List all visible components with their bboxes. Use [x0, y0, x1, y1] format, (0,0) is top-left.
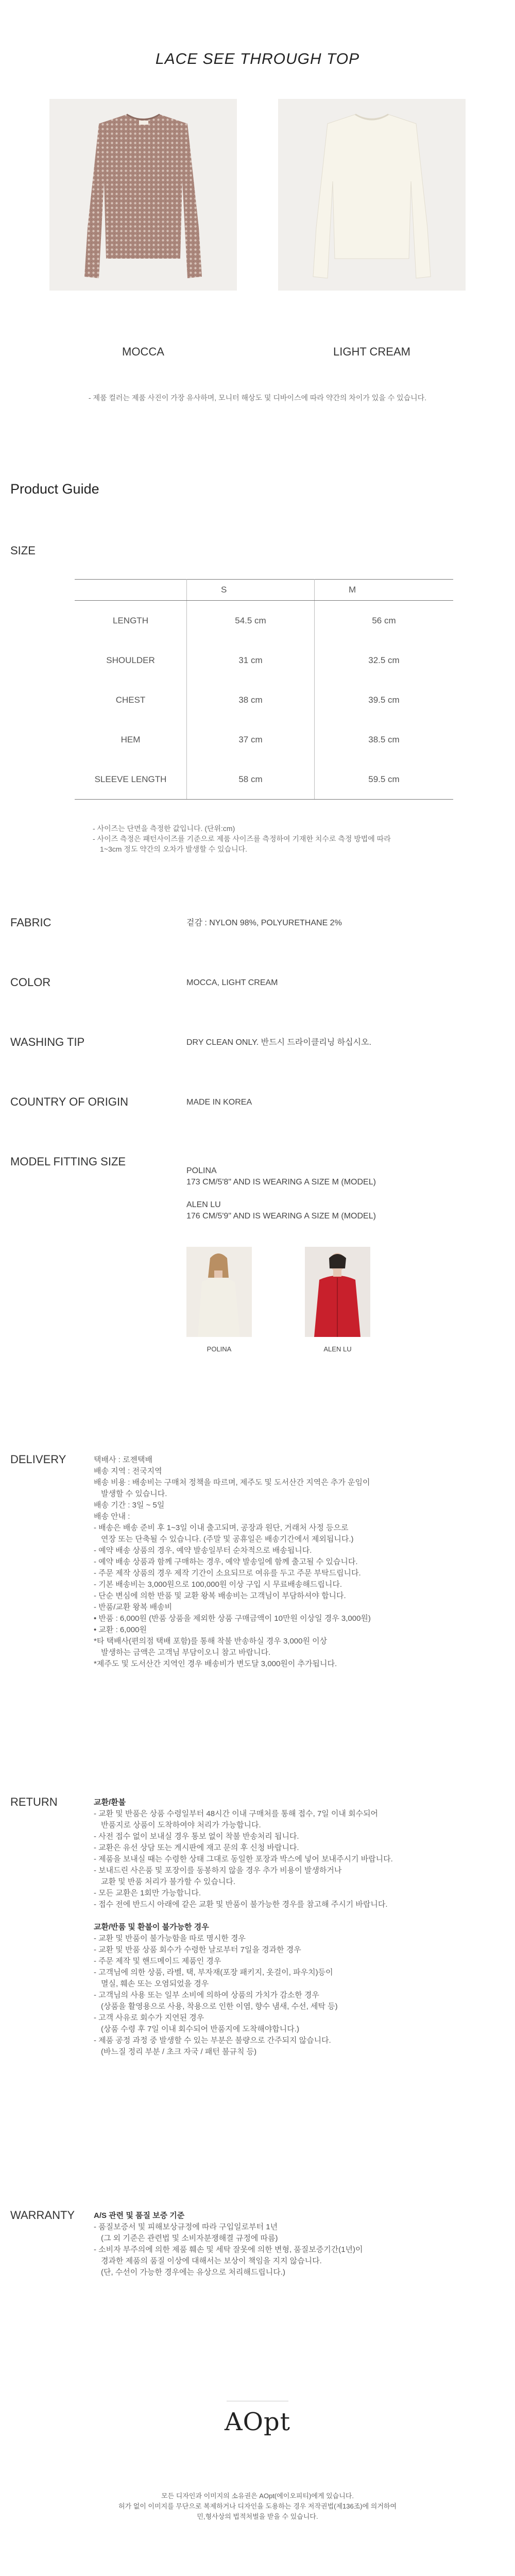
return-line: - 교환은 유선 상담 또는 게시판에 재고 문의 후 신청 바랍니다. — [94, 1843, 299, 1852]
return-line: - 교환 및 반품 상품 회수가 수령한 날로부터 7일을 경과한 경우 — [94, 1945, 301, 1954]
size-col-header: S — [187, 580, 315, 601]
measure-label: SLEEVE LENGTH — [75, 759, 187, 800]
warranty-line: 경과한 제품의 품질 이상에 대해서는 보상이 책임을 지지 않습니다. — [101, 2257, 322, 2265]
color-value: MOCCA, LIGHT CREAM — [186, 978, 278, 987]
fabric-value: 겉감 : NYLON 98%, POLYURETHANE 2% — [186, 919, 342, 927]
return-info — [94, 1797, 495, 2058]
warranty-line: (단, 수선이 가능한 경우에는 유상으로 처리해드립니다.) — [101, 2268, 285, 2277]
color-name-mocca: MOCCA — [122, 345, 164, 358]
color-name-lightcream: LIGHT CREAM — [333, 345, 410, 358]
measure-label: CHEST — [75, 680, 187, 720]
measure-m: 39.5 cm — [368, 694, 400, 705]
model-info-line: 176 CM/5'9" AND IS WEARING A SIZE M (MODEL) — [186, 1212, 376, 1221]
delivery-line: - 배송은 배송 준비 후 1~3일 이내 출고되며, 공장과 원단, 거래처 사정 등으로 — [94, 1523, 349, 1532]
warranty-line: A/S 관련 및 품질 보증 기준 — [94, 2211, 185, 2220]
model-photo-alen-lu — [305, 1247, 370, 1337]
size-note-line: 1~3cm 정도 약간의 오차가 발생할 수 있습니다. — [100, 845, 248, 853]
delivery-line: 배송 지역 : 전국지역 — [94, 1467, 162, 1476]
washing-value: DRY CLEAN ONLY. 반드시 드라이클리닝 하십시오. — [186, 1038, 371, 1047]
copyright-footer — [0, 2491, 515, 2522]
delivery-line: 발생하는 금액은 고객님 부담이오니 참고 바랍니다. — [101, 1648, 271, 1657]
return-line: 교환/반품 및 환불이 불가능한 경우 — [94, 1923, 209, 1931]
garment-lightcream-image — [278, 99, 466, 291]
model-info-line: 173 CM/5'8" AND IS WEARING A SIZE M (MODEL) — [186, 1178, 376, 1187]
measure-s: 54.5 cm — [187, 601, 315, 641]
delivery-line: - 주문 제작 상품의 경우 제작 기간이 소요되므로 여유를 두고 주문 부탁드립니다. — [94, 1569, 361, 1578]
measure-s: 31 cm — [187, 640, 315, 680]
model-name-alen-lu: ALEN LU — [323, 1345, 352, 1353]
table-row — [75, 601, 453, 641]
warranty-label: WARRANTY — [10, 2209, 75, 2222]
measure-s: 58 cm — [187, 759, 315, 800]
delivery-line: 배송 비용 : 배송비는 구매처 정책을 따르며, 제주도 및 도서산간 지역은 추가 운임이 — [94, 1478, 370, 1487]
warranty-line: (그 외 기준은 관련법 및 소비자분쟁해결 규정에 따름) — [101, 2234, 278, 2243]
return-line: - 보내드린 사은품 및 포장이를 동봉하지 않을 경우 추가 비용이 발생하거나 — [94, 1866, 342, 1875]
return-line: - 교환 및 반품이 불가능함을 따로 명시한 경우 — [94, 1934, 246, 1943]
model-alen-lu-image — [305, 1247, 370, 1337]
model-info-spacer — [186, 1188, 376, 1199]
footer-line: 허가 없이 이미지를 무단으로 복제하거나 디자인을 도용하는 경우 저작권법(제136조)에 의거하여 — [118, 2502, 397, 2510]
delivery-line: 배송 안내 : — [94, 1512, 130, 1521]
delivery-info — [94, 1454, 495, 1670]
measure-m: 56 cm — [372, 615, 396, 625]
return-line: - 교환 및 반품은 상품 수령일부터 48시간 이내 구매처를 통해 접수, 7일 이내 회수되어 — [94, 1809, 379, 1818]
return-label: RETURN — [10, 1795, 58, 1808]
delivery-line: 택배사 : 로젠택배 — [94, 1455, 152, 1464]
size-table — [75, 579, 453, 800]
return-spacer — [94, 1910, 495, 1922]
measure-label: LENGTH — [75, 601, 187, 641]
size-notes — [93, 823, 464, 854]
delivery-line: 배송 기간 : 3일 ~ 5일 — [94, 1501, 165, 1510]
product-photo-mocca — [49, 99, 237, 291]
warranty-line: - 소비자 부주의에 의한 제품 훼손 및 세탁 잘못에 의한 변형, 품질보증기간(1년)이 — [94, 2245, 363, 2254]
photo-color-note: - 제품 컬러는 제품 사진이 가장 유사하며, 모니터 해상도 및 디바이스에 따라 약간의 차이가 있을 수 있습니다. — [88, 394, 427, 402]
delivery-line: • 교환 : 6,000원 — [94, 1625, 147, 1634]
measure-label: HEM — [75, 720, 187, 759]
model-fitting-label: MODEL FITTING SIZE — [10, 1155, 126, 1168]
return-line: - 주문 제작 및 핸드메이드 제품인 경우 — [94, 1957, 221, 1965]
return-line: (상품을 활영용으로 사용, 착용으로 인한 이염, 향수 냄새, 수선, 세탁 등) — [101, 2002, 338, 2011]
return-line: 멸실, 훼손 또는 오염되었을 경우 — [101, 1979, 209, 1988]
delivery-line: *제주도 및 도서산간 지역인 경우 배송비가 변도달 3,000원이 추가됩니다. — [94, 1659, 337, 1668]
delivery-line: *타 택배사(편의점 택배 포함)를 통해 착불 반송하실 경우 3,000원 이상 — [94, 1637, 328, 1646]
model-name-polina: POLINA — [207, 1345, 232, 1353]
footer-line: 민,형사상의 법적처벌을 받을 수 있습니다. — [197, 2513, 318, 2520]
size-col-header: M — [315, 580, 454, 601]
page-title: LACE SEE THROUGH TOP — [155, 50, 360, 67]
return-line: - 고객님에 의한 상품, 라벨, 택, 부자재(포장 패키지, 옷걸이, 파우치)등이 — [94, 1968, 333, 1977]
size-note-line: - 사이즈 측정은 패턴사이즈를 기준으로 제품 사이즈를 측정하여 기재한 치수로 측정 방법에 따라 — [93, 835, 391, 843]
return-line: (상품 수령 후 7일 이내 회수되어 반품지에 도착해야합니다.) — [101, 2025, 299, 2033]
return-line: - 모든 교환은 1회만 가능합니다. — [94, 1889, 201, 1897]
origin-value: MADE IN KOREA — [186, 1098, 252, 1107]
warranty-info — [94, 2210, 495, 2278]
size-table-header-row — [75, 580, 453, 601]
garment-mocca-image — [49, 99, 237, 291]
measure-m: 59.5 cm — [315, 759, 454, 800]
measure-s: 37 cm — [187, 720, 315, 759]
delivery-line: 연장 또는 단축될 수 있습니다. (주말 및 공휴일은 배송기간에서 제외됩니다.) — [101, 1535, 354, 1544]
return-line: - 제품을 보내실 때는 수령한 상태 그대로 동일한 포장과 박스에 넣어 보내주시기 바랍니다. — [94, 1855, 393, 1863]
return-line: 교환 및 반품 처리가 불가할 수 있습니다. — [101, 1877, 236, 1886]
model-fitting-info — [186, 1165, 376, 1222]
washing-label: WASHING TIP — [10, 1036, 85, 1048]
delivery-line: - 예약 배송 상품과 함께 구매하는 경우, 예약 발송일에 함께 출고될 수 있습니다. — [94, 1557, 358, 1566]
measure-label: SHOULDER — [75, 640, 187, 680]
warranty-line: - 품질보증서 및 피해보상규정에 따라 구입일로부터 1년 — [94, 2223, 278, 2231]
return-line: - 제품 공정 과정 중 발생할 수 있는 부분은 불량으로 간주되지 않습니다. — [94, 2036, 331, 2045]
measure-m: 32.5 cm — [368, 655, 400, 665]
return-line: - 접수 전에 반드시 아래에 같은 교환 및 반품이 불가능한 경우를 참고해 주시기 바랍니다. — [94, 1900, 388, 1909]
fabric-label: FABRIC — [10, 916, 52, 929]
size-note-line: - 사이즈는 단면을 측정한 값입니다. (단위:cm) — [93, 824, 235, 833]
delivery-line: - 반품/교환 왕복 배송비 — [94, 1603, 173, 1612]
product-guide-heading: Product Guide — [10, 481, 99, 497]
model-info-line: ALEN LU — [186, 1200, 221, 1209]
product-photo-lightcream — [278, 99, 466, 291]
table-row — [75, 720, 453, 759]
delivery-label: DELIVERY — [10, 1453, 66, 1466]
delivery-line: 발생할 수 있습니다. — [101, 1489, 167, 1498]
return-line: - 고객 사유로 회수가 지연된 경우 — [94, 2013, 204, 2022]
footer-line: 모든 디자인과 이미지의 소유권은 AOpt(에이오피티)에게 있습니다. — [161, 2492, 354, 2500]
measure-s: 38 cm — [187, 680, 315, 720]
model-photo-polina — [186, 1247, 252, 1337]
delivery-line: - 기본 배송비는 3,000원으로 100,000원 이상 구입 시 무료배송해드립니다. — [94, 1580, 342, 1589]
return-line: - 고객님의 사용 또는 일부 소비에 의하여 상품의 가치가 감소한 경우 — [94, 1991, 319, 1999]
return-line: 교환/환불 — [94, 1798, 126, 1807]
table-row — [75, 759, 453, 800]
return-line: - 사전 접수 없이 보내실 경우 통보 없이 착불 반송처리 됩니다. — [94, 1832, 299, 1841]
table-row — [75, 680, 453, 720]
delivery-line: - 단순 변심에 의한 반품 및 교환 왕복 배송비는 고객님이 부담하셔야 합니다. — [94, 1591, 346, 1600]
origin-label: COUNTRY OF ORIGIN — [10, 1095, 128, 1108]
color-label: COLOR — [10, 976, 51, 989]
size-heading: SIZE — [10, 544, 36, 557]
model-info-line: POLINA — [186, 1166, 217, 1175]
brand-logo: AOpt — [224, 2408, 291, 2436]
model-polina-image — [186, 1247, 252, 1337]
return-line: (바느질 정리 부분 / 초크 자국 / 패턴 불규칙 등) — [101, 2047, 257, 2056]
delivery-line: • 반품 : 6,000원 (반품 상품을 제외한 상품 구매금액이 10만원 이상일 경우 3,000원) — [94, 1614, 371, 1623]
return-line: 반품지로 상품이 도착하여야 처리가 가능합니다. — [101, 1821, 261, 1829]
table-row — [75, 640, 453, 680]
measure-m: 38.5 cm — [368, 734, 400, 744]
delivery-line: - 예약 배송 상품의 경우, 예약 발송일부터 순차적으로 배송됩니다. — [94, 1546, 312, 1555]
size-col-header — [75, 580, 187, 601]
